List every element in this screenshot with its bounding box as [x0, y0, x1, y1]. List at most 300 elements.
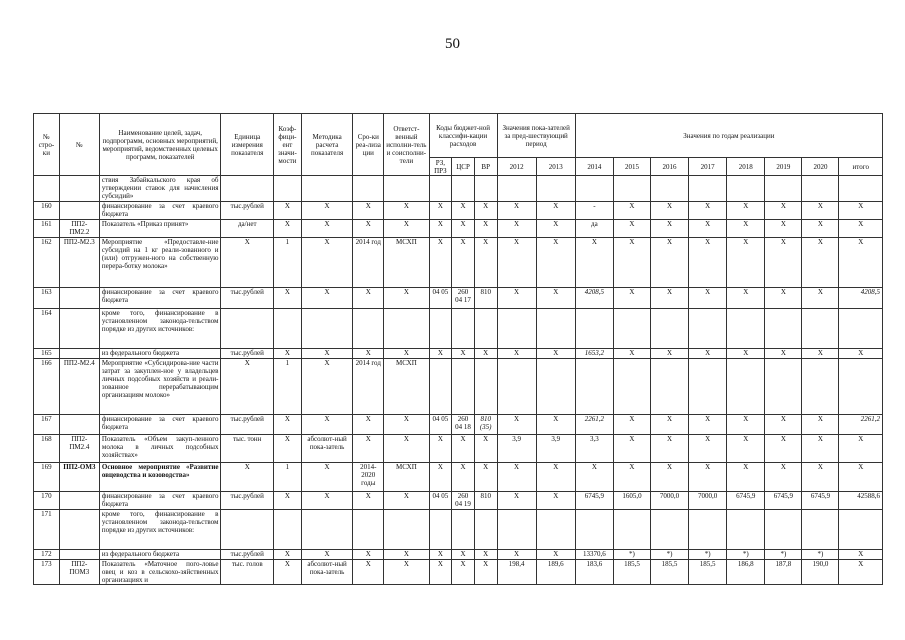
- cell-2019: X: [765, 415, 802, 435]
- cell-2015: 185,5: [613, 560, 650, 585]
- cell-2014: 6745,9: [575, 492, 613, 510]
- cell-2012: 3,9: [497, 435, 536, 463]
- cell-2017: X: [689, 435, 727, 463]
- header-code: №: [59, 114, 99, 176]
- header-unit: Единица измерения показателя: [221, 114, 274, 176]
- cell-coef: 1: [274, 238, 302, 288]
- cell-2016: X: [651, 463, 689, 492]
- cell-name: финансирование за счет краевого бюджета: [99, 415, 221, 435]
- cell-2018: [727, 359, 765, 415]
- cell-2014: да: [575, 220, 613, 238]
- cell-method: X: [301, 463, 353, 492]
- table-row: [34, 492, 883, 510]
- header-csr: ЦСР: [452, 158, 475, 176]
- cell-resp: X: [384, 415, 429, 435]
- cell-vr: 810: [474, 288, 497, 309]
- cell-terms: X: [353, 435, 384, 463]
- cell-name: Мероприятие «Предоставле-ние субсидий на 1 кг реали-зованного и (или) отгружен-ного на собственную перера-ботку молока»: [99, 238, 221, 288]
- cell-coef: [274, 309, 302, 349]
- header-2013: 2013: [536, 158, 575, 176]
- cell-2018: X: [727, 238, 765, 288]
- cell-csr: 260 04 18: [452, 415, 475, 435]
- cell-unit: тыс. тонн: [221, 435, 274, 463]
- cell-total: X: [839, 463, 883, 492]
- cell-2019: X: [765, 202, 802, 220]
- cell-vr: [474, 510, 497, 550]
- cell-2018: X: [727, 349, 765, 359]
- header-name: Наименование целей, задач, подпрограмм, основных мероприятий, мероприятий, ведомственных целевых программ, показателей: [99, 114, 221, 176]
- cell-2017: 7000,0: [689, 492, 727, 510]
- program-indicators-table: [33, 113, 883, 585]
- cell-2012: [497, 510, 536, 550]
- cell-2020: X: [802, 463, 839, 492]
- cell-coef: 1: [274, 359, 302, 415]
- cell-2019: [765, 309, 802, 349]
- header-2014: 2014: [575, 158, 613, 176]
- cell-2012: X: [497, 550, 536, 560]
- cell-unit: да/нет: [221, 220, 274, 238]
- cell-csr: X: [452, 238, 475, 288]
- cell-name: кроме того, финансирование в установленном законода-тельством порядке из других источников:: [99, 309, 221, 349]
- cell-2015: [613, 176, 650, 202]
- cell-2020: X: [802, 238, 839, 288]
- cell-csr: X: [452, 463, 475, 492]
- cell-method: [301, 176, 353, 202]
- cell-unit: тыс. голов: [221, 560, 274, 585]
- cell-2014: 4208,5: [575, 288, 613, 309]
- cell-unit: X: [221, 238, 274, 288]
- cell-terms: X: [353, 415, 384, 435]
- cell-num: 173: [34, 560, 60, 585]
- cell-vr: X: [474, 463, 497, 492]
- cell-name: Показатель «Объем закуп-ленного молока в личных подсобных хозяйствах»: [99, 435, 221, 463]
- cell-2013: 189,6: [536, 560, 575, 585]
- cell-method: X: [301, 492, 353, 510]
- cell-total: X: [839, 238, 883, 288]
- cell-num: 167: [34, 415, 60, 435]
- cell-coef: X: [274, 349, 302, 359]
- cell-2019: [765, 510, 802, 550]
- cell-2014: 2261,2: [575, 415, 613, 435]
- cell-total: 2261,2: [839, 415, 883, 435]
- cell-name: Основное мероприятие «Развитие овцеводства и козоводства»: [99, 463, 221, 492]
- table-row: [34, 550, 883, 560]
- cell-resp: X: [384, 288, 429, 309]
- cell-resp: МСХП: [384, 463, 429, 492]
- cell-2018: *): [727, 550, 765, 560]
- cell-2020: [802, 359, 839, 415]
- cell-2019: X: [765, 238, 802, 288]
- cell-total: X: [839, 550, 883, 560]
- cell-code: ПП2-М2.3: [59, 238, 99, 288]
- cell-2013: X: [536, 288, 575, 309]
- cell-code: [59, 176, 99, 202]
- cell-2017: X: [689, 415, 727, 435]
- cell-resp: X: [384, 550, 429, 560]
- header-2019: 2019: [765, 158, 802, 176]
- cell-terms: X: [353, 492, 384, 510]
- cell-2013: X: [536, 463, 575, 492]
- cell-2017: X: [689, 202, 727, 220]
- cell-terms: 2014-2020 годы: [353, 463, 384, 492]
- cell-rz: X: [429, 220, 452, 238]
- cell-2016: [651, 176, 689, 202]
- cell-terms: X: [353, 288, 384, 309]
- cell-2019: [765, 359, 802, 415]
- cell-unit: X: [221, 463, 274, 492]
- cell-2016: X: [651, 288, 689, 309]
- cell-2020: *): [802, 550, 839, 560]
- cell-2019: X: [765, 435, 802, 463]
- cell-2014: -: [575, 202, 613, 220]
- cell-method: [301, 510, 353, 550]
- cell-2012: X: [497, 288, 536, 309]
- cell-code: [59, 510, 99, 550]
- cell-2014: 13370,6: [575, 550, 613, 560]
- cell-csr: [452, 510, 475, 550]
- cell-2015: X: [613, 435, 650, 463]
- cell-csr: [452, 309, 475, 349]
- cell-2019: [765, 176, 802, 202]
- cell-unit: [221, 176, 274, 202]
- cell-2020: X: [802, 435, 839, 463]
- cell-unit: тыс.рублей: [221, 349, 274, 359]
- cell-2016: X: [651, 220, 689, 238]
- header-method: Методика расчета показателя: [301, 114, 353, 176]
- header-2012: 2012: [497, 158, 536, 176]
- cell-csr: X: [452, 560, 475, 585]
- cell-unit: X: [221, 359, 274, 415]
- table-row: [34, 359, 883, 415]
- cell-csr: [452, 176, 475, 202]
- table-row: [34, 220, 883, 238]
- cell-2013: X: [536, 492, 575, 510]
- cell-total: [839, 359, 883, 415]
- cell-vr: X: [474, 202, 497, 220]
- cell-2013: X: [536, 349, 575, 359]
- cell-vr: X: [474, 220, 497, 238]
- cell-2018: X: [727, 435, 765, 463]
- cell-num: 161: [34, 220, 60, 238]
- cell-2016: X: [651, 415, 689, 435]
- cell-2014: [575, 510, 613, 550]
- cell-code: [59, 309, 99, 349]
- header-responsible: Ответст-венный исполни-тель и соисполни-тели: [384, 114, 429, 176]
- table-row: [34, 510, 883, 550]
- cell-vr: 810: [474, 492, 497, 510]
- cell-2015: X: [613, 202, 650, 220]
- cell-method: абсолют-ный пока-затель: [301, 435, 353, 463]
- cell-rz: [429, 510, 452, 550]
- cell-code: ПП2-М2.4: [59, 359, 99, 415]
- table-row: [34, 288, 883, 309]
- table-row: [34, 463, 883, 492]
- cell-2017: *): [689, 550, 727, 560]
- cell-2017: X: [689, 220, 727, 238]
- cell-vr: [474, 309, 497, 349]
- cell-csr: X: [452, 220, 475, 238]
- cell-method: [301, 309, 353, 349]
- cell-vr: [474, 176, 497, 202]
- cell-2018: X: [727, 202, 765, 220]
- cell-2017: [689, 359, 727, 415]
- page-number: 50: [445, 36, 460, 52]
- cell-2020: X: [802, 349, 839, 359]
- cell-2015: X: [613, 220, 650, 238]
- cell-2012: X: [497, 238, 536, 288]
- cell-2013: 3,9: [536, 435, 575, 463]
- cell-total: [839, 309, 883, 349]
- cell-2018: X: [727, 463, 765, 492]
- cell-rz: [429, 309, 452, 349]
- cell-2017: [689, 510, 727, 550]
- cell-2019: *): [765, 550, 802, 560]
- cell-name: кроме того, финансирование в установленном законода-тельством порядке из других источников:: [99, 510, 221, 550]
- cell-resp: X: [384, 560, 429, 585]
- cell-unit: тыс.рублей: [221, 202, 274, 220]
- cell-2016: [651, 309, 689, 349]
- cell-2015: X: [613, 349, 650, 359]
- cell-name: Показатель «Маточное пого-ловье овец и коз в сельскохо-зяйственных организациях и: [99, 560, 221, 585]
- cell-2018: [727, 510, 765, 550]
- header-2020: 2020: [802, 158, 839, 176]
- cell-code: [59, 202, 99, 220]
- cell-name: из федерального бюджета: [99, 550, 221, 560]
- cell-2019: 187,8: [765, 560, 802, 585]
- header-2018: 2018: [727, 158, 765, 176]
- cell-method: X: [301, 550, 353, 560]
- header-rz: РЗ, ПРЗ: [429, 158, 452, 176]
- cell-coef: X: [274, 415, 302, 435]
- cell-resp: [384, 309, 429, 349]
- cell-2020: 190,0: [802, 560, 839, 585]
- cell-method: X: [301, 238, 353, 288]
- cell-method: X: [301, 220, 353, 238]
- cell-total: X: [839, 202, 883, 220]
- cell-num: 165: [34, 349, 60, 359]
- cell-2014: [575, 359, 613, 415]
- cell-coef: X: [274, 550, 302, 560]
- cell-unit: [221, 309, 274, 349]
- cell-2018: 186,8: [727, 560, 765, 585]
- cell-name: Мероприятие «Субсидирова-ние части затрат за закуплен-ное у владельцев личных подсобных хозяйств и реали-зованное перерабатывающим организациям молоко»: [99, 359, 221, 415]
- cell-2012: [497, 359, 536, 415]
- cell-rz: X: [429, 349, 452, 359]
- table-header: [34, 114, 883, 176]
- cell-num: 170: [34, 492, 60, 510]
- cell-2019: X: [765, 220, 802, 238]
- cell-2019: X: [765, 349, 802, 359]
- cell-coef: X: [274, 492, 302, 510]
- cell-coef: [274, 510, 302, 550]
- cell-num: 168: [34, 435, 60, 463]
- table-row: [34, 349, 883, 359]
- cell-rz: X: [429, 560, 452, 585]
- cell-coef: 1: [274, 463, 302, 492]
- cell-2017: X: [689, 238, 727, 288]
- cell-method: абсолют-ный пока-затель: [301, 560, 353, 585]
- cell-method: X: [301, 359, 353, 415]
- cell-vr: X: [474, 238, 497, 288]
- cell-total: 42588,6: [839, 492, 883, 510]
- cell-2014: [575, 309, 613, 349]
- cell-2017: X: [689, 349, 727, 359]
- cell-2020: X: [802, 288, 839, 309]
- cell-code: [59, 288, 99, 309]
- cell-2017: [689, 309, 727, 349]
- cell-terms: X: [353, 220, 384, 238]
- cell-2016: [651, 510, 689, 550]
- cell-2020: [802, 176, 839, 202]
- table-row: [34, 202, 883, 220]
- cell-2020: [802, 309, 839, 349]
- table-row: [34, 176, 883, 202]
- table-row: [34, 238, 883, 288]
- cell-2012: [497, 309, 536, 349]
- cell-name: ствия Забайкальского края об утверждении ставок для начисления субсидий»: [99, 176, 221, 202]
- cell-terms: X: [353, 550, 384, 560]
- cell-code: [59, 415, 99, 435]
- cell-num: 163: [34, 288, 60, 309]
- cell-2014: 1653,2: [575, 349, 613, 359]
- cell-rz: [429, 176, 452, 202]
- cell-2016: *): [651, 550, 689, 560]
- cell-2014: X: [575, 238, 613, 288]
- cell-vr: X: [474, 349, 497, 359]
- cell-terms: X: [353, 202, 384, 220]
- cell-2013: [536, 359, 575, 415]
- header-coef: Коэф-фици-ент значи-мости: [274, 114, 302, 176]
- cell-terms: X: [353, 560, 384, 585]
- cell-2015: X: [613, 238, 650, 288]
- cell-2012: X: [497, 415, 536, 435]
- cell-name: финансирование за счет краевого бюджета: [99, 492, 221, 510]
- table-body: [34, 176, 883, 585]
- cell-code: ПП2-ПМ2.2: [59, 220, 99, 238]
- cell-coef: X: [274, 560, 302, 585]
- cell-2012: X: [497, 202, 536, 220]
- cell-unit: тыс.рублей: [221, 492, 274, 510]
- cell-2014: 3,3: [575, 435, 613, 463]
- cell-resp: МСХП: [384, 359, 429, 415]
- cell-name: Показатель «Приказ принят»: [99, 220, 221, 238]
- cell-2014: [575, 176, 613, 202]
- cell-total: X: [839, 220, 883, 238]
- cell-unit: [221, 510, 274, 550]
- cell-2014: X: [575, 463, 613, 492]
- cell-code: [59, 349, 99, 359]
- cell-rz: 04 05: [429, 415, 452, 435]
- header-2016: 2016: [651, 158, 689, 176]
- cell-code: ПП2-ОМ3: [59, 463, 99, 492]
- cell-resp: X: [384, 435, 429, 463]
- cell-2012: 198,4: [497, 560, 536, 585]
- cell-name: финансирование за счет краевого бюджета: [99, 202, 221, 220]
- cell-code: [59, 492, 99, 510]
- cell-csr: X: [452, 202, 475, 220]
- cell-2013: X: [536, 220, 575, 238]
- cell-2017: [689, 176, 727, 202]
- header-years-values: Значения по годам реализации: [575, 114, 882, 158]
- cell-2018: X: [727, 288, 765, 309]
- cell-2018: [727, 309, 765, 349]
- cell-2014: 183,6: [575, 560, 613, 585]
- cell-total: [839, 176, 883, 202]
- cell-resp: МСХП: [384, 238, 429, 288]
- cell-vr: 810 (35): [474, 415, 497, 435]
- cell-csr: [452, 359, 475, 415]
- cell-2016: [651, 359, 689, 415]
- cell-method: X: [301, 415, 353, 435]
- cell-2018: 6745,9: [727, 492, 765, 510]
- cell-terms: 2014 год: [353, 359, 384, 415]
- cell-num: 162: [34, 238, 60, 288]
- cell-2017: X: [689, 288, 727, 309]
- cell-unit: тыс.рублей: [221, 415, 274, 435]
- cell-2013: [536, 176, 575, 202]
- cell-resp: X: [384, 220, 429, 238]
- cell-2020: [802, 510, 839, 550]
- cell-2020: X: [802, 202, 839, 220]
- cell-total: X: [839, 349, 883, 359]
- table-row: [34, 415, 883, 435]
- cell-coef: [274, 176, 302, 202]
- cell-resp: X: [384, 492, 429, 510]
- cell-terms: [353, 309, 384, 349]
- cell-num: 164: [34, 309, 60, 349]
- cell-2013: X: [536, 415, 575, 435]
- cell-num: [34, 176, 60, 202]
- cell-2013: X: [536, 238, 575, 288]
- cell-method: X: [301, 202, 353, 220]
- header-2015: 2015: [613, 158, 650, 176]
- cell-resp: [384, 176, 429, 202]
- cell-code: ПП2-ПОМ3: [59, 560, 99, 585]
- cell-rz: X: [429, 238, 452, 288]
- cell-num: 166: [34, 359, 60, 415]
- cell-rz: X: [429, 435, 452, 463]
- cell-2017: X: [689, 463, 727, 492]
- cell-unit: тыс.рублей: [221, 550, 274, 560]
- table-row: [34, 309, 883, 349]
- header-2017: 2017: [689, 158, 727, 176]
- cell-name: из федерального бюджета: [99, 349, 221, 359]
- cell-rz: 04 05: [429, 492, 452, 510]
- cell-method: X: [301, 288, 353, 309]
- cell-2015: *): [613, 550, 650, 560]
- cell-2016: X: [651, 238, 689, 288]
- cell-2016: 7000,0: [651, 492, 689, 510]
- table-row: [34, 560, 883, 585]
- cell-2012: X: [497, 349, 536, 359]
- cell-csr: 260 04 17: [452, 288, 475, 309]
- cell-rz: 04 05: [429, 288, 452, 309]
- cell-2013: X: [536, 550, 575, 560]
- cell-coef: X: [274, 288, 302, 309]
- header-budget-codes: Коды бюджет-ной классифи-кации расходов: [429, 114, 497, 158]
- cell-csr: X: [452, 435, 475, 463]
- cell-2019: X: [765, 463, 802, 492]
- cell-num: 171: [34, 510, 60, 550]
- cell-csr: X: [452, 550, 475, 560]
- cell-rz: X: [429, 202, 452, 220]
- cell-unit: тыс.рублей: [221, 288, 274, 309]
- cell-csr: X: [452, 349, 475, 359]
- cell-code: [59, 550, 99, 560]
- cell-2020: X: [802, 220, 839, 238]
- cell-2013: [536, 309, 575, 349]
- cell-num: 172: [34, 550, 60, 560]
